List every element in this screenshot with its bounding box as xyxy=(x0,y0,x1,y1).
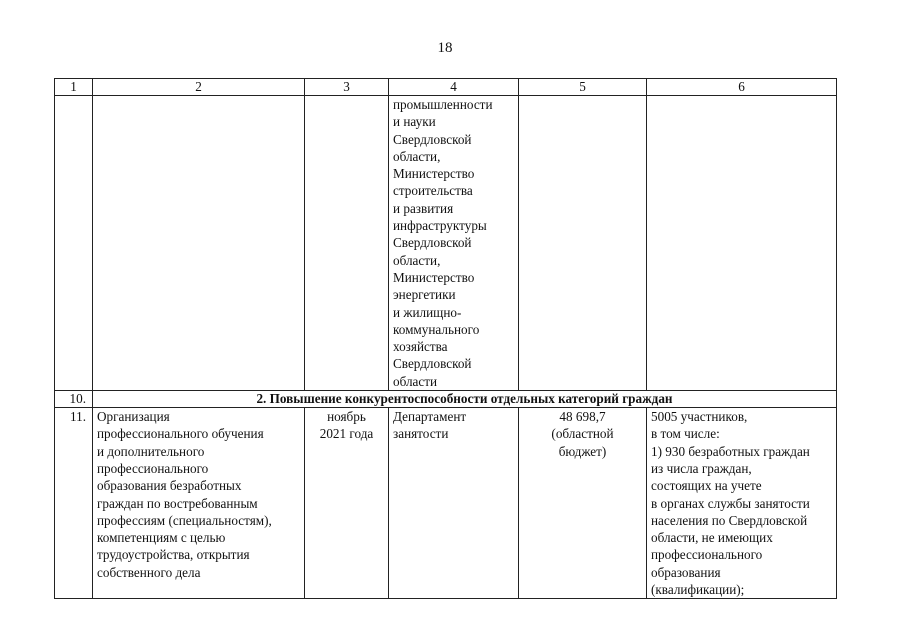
cell-text-line: образования безработных xyxy=(97,478,242,494)
cell-text-line: Свердловской xyxy=(393,356,472,372)
executor-continuation-cell xyxy=(389,96,519,391)
column-number-5: 5 xyxy=(519,79,647,96)
cell-text-line: бюджет) xyxy=(558,443,607,459)
funding-cell xyxy=(519,408,647,599)
result-cell xyxy=(647,408,837,599)
section-title: 2. Повышение конкурентоспособности отдельных категорий граждан xyxy=(93,391,837,408)
cell-text-line: профессиям (специальностям), xyxy=(97,512,272,528)
continuation-row xyxy=(55,96,837,391)
cell-text-line: и науки xyxy=(393,114,436,130)
item-row xyxy=(55,408,837,599)
cell-text-line: Свердловской xyxy=(393,131,472,147)
cell-text-line: 1) 930 безработных граждан xyxy=(651,443,810,459)
cell-empty xyxy=(305,96,389,391)
item-number: 11. xyxy=(55,408,93,599)
cell-text-line: профессионального xyxy=(97,460,209,476)
cell-text-line: ноябрь xyxy=(327,409,366,425)
section-row xyxy=(55,391,837,408)
cell-text-line: образования xyxy=(651,564,721,580)
cell-text-line: Министерство xyxy=(393,269,475,285)
cell-text-line: и развития xyxy=(393,200,454,216)
cell-text-line: хозяйства xyxy=(393,339,448,355)
column-number-1: 1 xyxy=(55,79,93,96)
page-number: 18 xyxy=(437,40,453,56)
executor-cell xyxy=(389,408,519,599)
cell-text-line: граждан по востребованным xyxy=(97,495,258,511)
cell-empty xyxy=(93,96,305,391)
column-number-row xyxy=(55,79,837,96)
cell-text-line: и жилищно- xyxy=(393,304,462,320)
cell-empty xyxy=(519,96,647,391)
cell-text-line: в том числе: xyxy=(651,426,720,442)
cell-text-line: (квалификации); xyxy=(651,582,745,598)
cell-text-line: населения по Свердловской xyxy=(651,512,808,528)
cell-text-line: в органах службы занятости xyxy=(651,495,810,511)
column-number-2: 2 xyxy=(93,79,305,96)
cell-text-line: состоящих на учете xyxy=(651,478,762,494)
cell-empty xyxy=(647,96,837,391)
cell-text-line: 2021 года xyxy=(319,426,374,442)
cell-text-line: коммунального xyxy=(393,321,480,337)
cell-text-line: строительства xyxy=(393,183,473,199)
cell-text-line: профессионального xyxy=(651,547,763,563)
cell-text-line: трудоустройства, открытия xyxy=(97,547,250,563)
cell-text-line: энергетики xyxy=(393,287,456,303)
cell-text-line: собственного дела xyxy=(97,564,201,580)
cell-text-line: занятости xyxy=(393,426,449,442)
cell-text-line: области, xyxy=(393,252,441,268)
cell-text-line: области xyxy=(393,373,438,389)
measure-cell xyxy=(93,408,305,599)
cell-text-line: (областной xyxy=(551,426,614,442)
cell-text-line: Департамент xyxy=(393,409,467,425)
cell-empty xyxy=(55,96,93,391)
deadline-cell xyxy=(305,408,389,599)
cell-text-line: 48 698,7 xyxy=(559,409,606,425)
cell-text-line: Министерство xyxy=(393,166,475,182)
cell-text-line: профессионального обучения xyxy=(97,426,264,442)
cell-text-line: компетенциям с целью xyxy=(97,530,226,546)
cell-text-line: инфраструктуры xyxy=(393,218,487,234)
column-number-3: 3 xyxy=(305,79,389,96)
cell-text-line: и дополнительного xyxy=(97,443,205,459)
cell-text-line: области, не имеющих xyxy=(651,530,773,546)
cell-text-line: Свердловской xyxy=(393,235,472,251)
column-number-4: 4 xyxy=(389,79,519,96)
measures-table xyxy=(54,78,837,599)
column-number-6: 6 xyxy=(647,79,837,96)
cell-text-line: из числа граждан, xyxy=(651,460,752,476)
section-number: 10. xyxy=(55,391,93,408)
cell-text-line: промышленности xyxy=(393,97,493,112)
cell-text-line: 5005 участников, xyxy=(651,409,748,425)
cell-text-line: Организация xyxy=(97,409,170,425)
cell-text-line: области, xyxy=(393,148,441,164)
